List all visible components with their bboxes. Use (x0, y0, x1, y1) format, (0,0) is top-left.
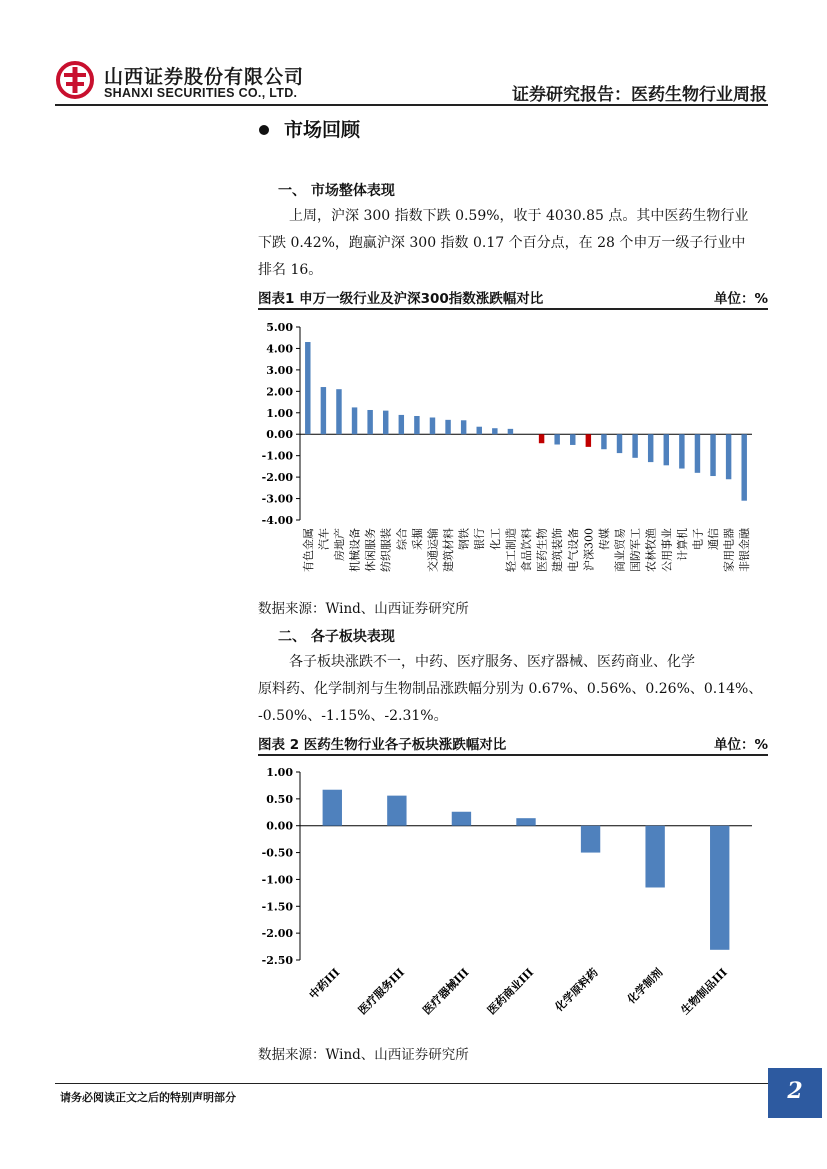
paragraph-line: 原料药、化学制剂与生物制品涨跌幅分别为 0.67%、0.56%、0.26%、0.14%、 (258, 681, 763, 697)
figure2-source: 数据来源：Wind、山西证券研究所 (258, 1047, 469, 1063)
subheading-market-overall: 一、 市场整体表现 (278, 183, 395, 199)
paragraph-line: -0.50%、-1.15%、-2.31%。 (258, 708, 448, 724)
x-tick-label: 医疗服务III (355, 965, 407, 1018)
x-tick-label: 医药商业III (484, 965, 537, 1018)
bar (461, 420, 466, 434)
bar (430, 417, 435, 434)
bar (741, 434, 746, 500)
bar (710, 434, 715, 476)
y-tick-label: 5.00 (266, 321, 293, 334)
bar (508, 429, 513, 434)
section-title: 市场回顾 (284, 119, 361, 141)
paragraph-market-overall (258, 203, 770, 284)
bar (399, 415, 404, 434)
y-tick-label: -1.50 (261, 900, 293, 914)
x-tick-label: 钢铁 (457, 528, 471, 550)
header-divider (55, 104, 768, 106)
company-logo-icon (55, 60, 95, 100)
figure2-unit: 单位：% (713, 737, 768, 753)
bar (477, 427, 482, 435)
x-tick-label: 医药生物 (535, 528, 549, 572)
bar (445, 420, 450, 434)
y-tick-label: 3.00 (266, 363, 293, 377)
bar (352, 407, 357, 434)
x-tick-label: 国防军工 (629, 528, 643, 572)
bar (321, 387, 326, 434)
x-tick-label: 汽车 (317, 528, 331, 550)
x-tick-label: 化学制剂 (624, 965, 666, 1007)
footer-disclaimer-note: 请务必阅读正文之后的特别声明部分 (60, 1091, 236, 1104)
bar (452, 812, 471, 826)
y-tick-label: -3.00 (261, 492, 293, 506)
page-number: 2 (768, 1068, 822, 1118)
x-tick-label: 非银金融 (738, 528, 752, 572)
bar (367, 410, 372, 434)
bar (648, 434, 653, 462)
x-tick-label: 建筑材料 (442, 528, 456, 572)
company-name-en: SHANXI SECURITIES CO., LTD. (104, 86, 298, 100)
x-tick-label: 综合 (395, 528, 409, 550)
x-tick-label: 农林牧渔 (644, 528, 658, 572)
bar (336, 389, 341, 434)
y-tick-label: -2.50 (261, 954, 293, 967)
y-tick-label: 1.00 (266, 766, 293, 779)
x-tick-label: 家用电器 (722, 528, 736, 572)
y-tick-label: 1.00 (266, 406, 293, 420)
sub-sector-chart (258, 758, 770, 1038)
bar (539, 434, 544, 443)
bar (492, 428, 497, 434)
x-tick-label: 通信 (707, 528, 721, 550)
x-tick-label: 计算机 (675, 528, 689, 561)
y-tick-label: 2.00 (266, 385, 293, 399)
x-tick-label: 食品饮料 (520, 528, 533, 572)
y-tick-label: -2.00 (261, 471, 293, 485)
bar (570, 434, 575, 445)
x-tick-label: 生物制品III (678, 965, 730, 1018)
x-tick-label: 纺织服装 (379, 528, 393, 572)
x-tick-label: 采掘 (410, 528, 424, 550)
x-tick-label: 中药III (306, 965, 343, 1002)
industry-chart (258, 312, 770, 602)
y-tick-label: -1.00 (261, 873, 293, 887)
y-tick-label: 0.00 (266, 428, 293, 442)
y-tick-label: -1.00 (261, 449, 293, 463)
bar (305, 342, 310, 434)
figure1-title (258, 287, 768, 310)
bar (516, 818, 535, 826)
y-tick-label: 0.50 (266, 792, 293, 806)
figure1-title-text: 图表1 申万一级行业及沪深300指数涨跌幅对比 (258, 291, 544, 307)
x-tick-label: 电气设备 (566, 528, 580, 572)
x-tick-label: 化工 (488, 528, 502, 550)
bar (581, 826, 600, 853)
y-tick-label: -0.50 (261, 846, 293, 860)
section-bullet-icon (259, 125, 269, 135)
bar (664, 434, 669, 465)
x-tick-label: 交通运输 (426, 528, 440, 572)
figure2-title (258, 733, 768, 756)
bar (632, 434, 637, 458)
x-tick-label: 公用事业 (660, 528, 674, 572)
subheading-sub-sector: 二、 各子板块表现 (278, 629, 395, 645)
paragraph-line: 排名 16。 (258, 262, 323, 278)
x-tick-label: 建筑装饰 (551, 528, 565, 572)
y-tick-label: -2.00 (261, 927, 293, 941)
bar (383, 411, 388, 435)
bar (617, 434, 622, 453)
bar (323, 790, 342, 826)
bar (726, 434, 731, 479)
bar (695, 434, 700, 473)
x-tick-label: 机械设备 (348, 528, 362, 572)
bar (586, 434, 591, 447)
x-tick-label: 电子 (691, 528, 705, 550)
footer-divider (55, 1083, 768, 1084)
x-tick-label: 银行 (473, 528, 487, 550)
figure1-unit: 单位：% (713, 291, 768, 307)
x-tick-label: 传媒 (597, 528, 611, 550)
paragraph-line: 各子板块涨跌不一，中药、医疗服务、医疗器械、医药商业、化学 (289, 654, 695, 670)
x-tick-label: 医疗器械III (420, 965, 472, 1018)
y-tick-label: 4.00 (266, 342, 293, 356)
figure2-title-text: 图表 2 医药生物行业各子板块涨跌幅对比 (258, 737, 507, 753)
x-tick-label: 休闲服务 (364, 528, 378, 572)
bar (710, 826, 729, 950)
x-tick-label: 商业贸易 (613, 528, 627, 572)
x-tick-label: 化学原料药 (552, 965, 601, 1015)
bar (414, 416, 419, 434)
x-tick-label: 沪深300 (582, 528, 596, 571)
x-tick-label: 房地产 (332, 528, 346, 561)
bar (554, 434, 559, 444)
bar (645, 826, 664, 888)
bar (679, 434, 684, 468)
report-title: 证券研究报告：医药生物行业周报 (512, 85, 767, 105)
x-tick-label: 有色金属 (301, 528, 315, 572)
paragraph-sub-sector (258, 649, 770, 730)
bar (601, 434, 606, 449)
paragraph-line: 下跌 0.42%，跑赢沪深 300 指数 0.17 个百分点，在 28 个申万一级子行业中 (258, 235, 746, 251)
bar (387, 796, 406, 826)
paragraph-line: 上周，沪深 300 指数下跌 0.59%，收于 4030.85 点。其中医药生物行业 (289, 208, 749, 224)
y-tick-label: 0.00 (266, 819, 293, 833)
x-tick-label: 轻工制造 (504, 528, 518, 572)
figure1-source: 数据来源：Wind、山西证券研究所 (258, 601, 469, 617)
y-tick-label: -4.00 (261, 514, 293, 527)
company-name-cn: 山西证券股份有限公司 (104, 66, 305, 88)
